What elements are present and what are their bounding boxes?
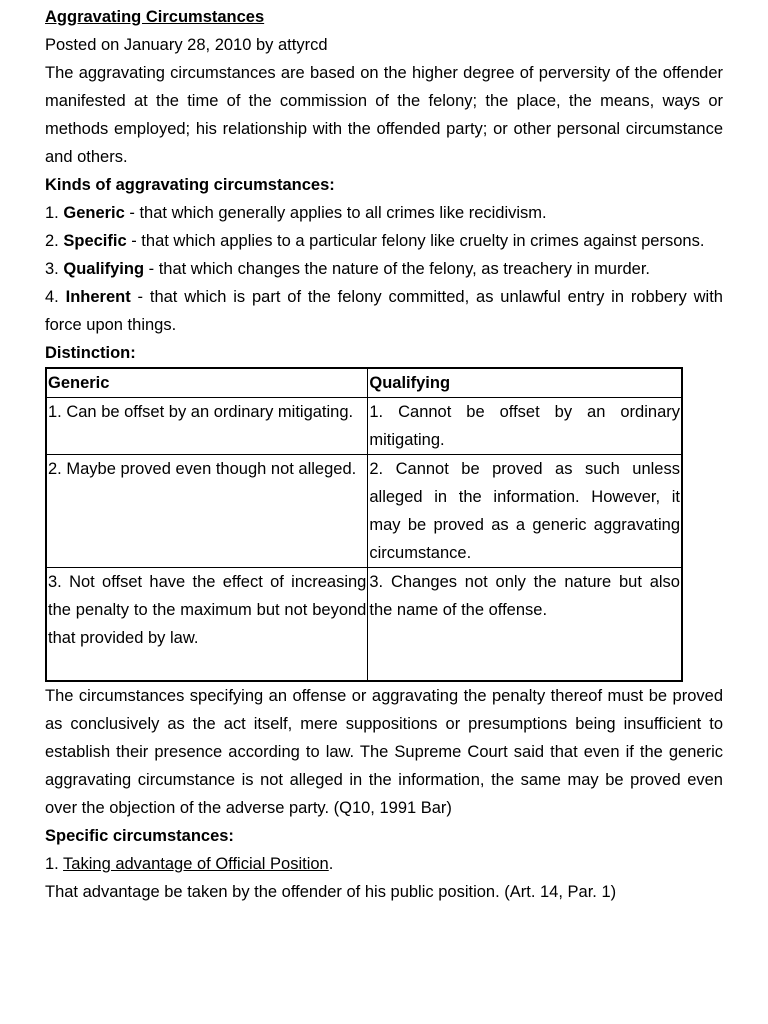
kinds-item-1 [45, 199, 723, 227]
kinds-item-number: 4. [45, 288, 66, 306]
kinds-item-term: Specific [63, 232, 127, 250]
kinds-item-text: - that which is part of the felony committed, as unlawful entry in robbery with force upon things. [45, 288, 723, 334]
table-header-row [46, 368, 682, 398]
specific-item-number: 1. [45, 855, 64, 873]
table-header-generic: Generic [46, 368, 368, 398]
document-title: Aggravating Circumstances [45, 8, 265, 26]
kinds-item-text: - that which applies to a particular felony like cruelty in crimes against persons. [126, 232, 705, 250]
distinction-heading: Distinction: [45, 344, 136, 362]
specific-item-period: . [328, 855, 334, 873]
distinction-table [45, 367, 683, 682]
kinds-item-number: 1. [45, 204, 64, 222]
kinds-item-2 [45, 227, 723, 255]
document-page [45, 0, 723, 906]
table-header-qualifying: Qualifying [368, 368, 682, 398]
kinds-item-text: - that which generally applies to all crimes like recidivism. [124, 204, 547, 222]
table-cell: 2. Cannot be proved as such unless alleged in the information. However, it may be proved as a generic aggravating circumstance. [368, 455, 682, 568]
posted-byline: Posted on January 28, 2010 by attyrcd [45, 36, 328, 54]
table-cell: 1. Cannot be offset by an ordinary mitigating. [368, 398, 682, 455]
specific-item-link[interactable]: Taking advantage of Official Position [63, 855, 329, 873]
kinds-item-number: 2. [45, 232, 64, 250]
specific-item-text: That advantage be taken by the offender of his public position. (Art. 14, Par. 1) [45, 883, 617, 901]
after-table-paragraph: The circumstances specifying an offense or aggravating the penalty thereof must be proved as conclusively as the act itself, mere suppositions or presumptions being insufficient to establish their presence according to law. The Supreme Court said that even if the generic aggravating circumstance is not alleged in the information, the same may be proved even over the objection of the adverse party. (Q10, 1991 Bar) [45, 687, 723, 817]
table-cell: 2. Maybe proved even though not alleged. [46, 455, 368, 568]
kinds-item-number: 3. [45, 260, 64, 278]
kinds-item-term: Generic [63, 204, 125, 222]
table-cell: 3. Not offset have the effect of increasing the penalty to the maximum but not beyond that provided by law. [46, 568, 368, 682]
kinds-item-term: Qualifying [63, 260, 145, 278]
table-cell: 3. Changes not only the nature but also the name of the offense. [368, 568, 682, 682]
kinds-item-3 [45, 255, 723, 283]
kinds-item-term: Inherent [65, 288, 131, 306]
kinds-heading: Kinds of aggravating circumstances: [45, 176, 335, 194]
intro-paragraph: The aggravating circumstances are based on the higher degree of perversity of the offender manifested at the time of the commission of the felony; the place, the means, ways or methods employed; his relationship with the offended party; or other personal circumstance and others. [45, 64, 723, 166]
table-cell: 1. Can be offset by an ordinary mitigating. [46, 398, 368, 455]
table-row [46, 455, 682, 568]
specific-item-1 [45, 850, 723, 878]
table-row [46, 398, 682, 455]
kinds-item-text: - that which changes the nature of the felony, as treachery in murder. [144, 260, 651, 278]
kinds-item-4 [45, 283, 723, 339]
table-row [46, 568, 682, 682]
specific-heading: Specific circumstances: [45, 827, 234, 845]
